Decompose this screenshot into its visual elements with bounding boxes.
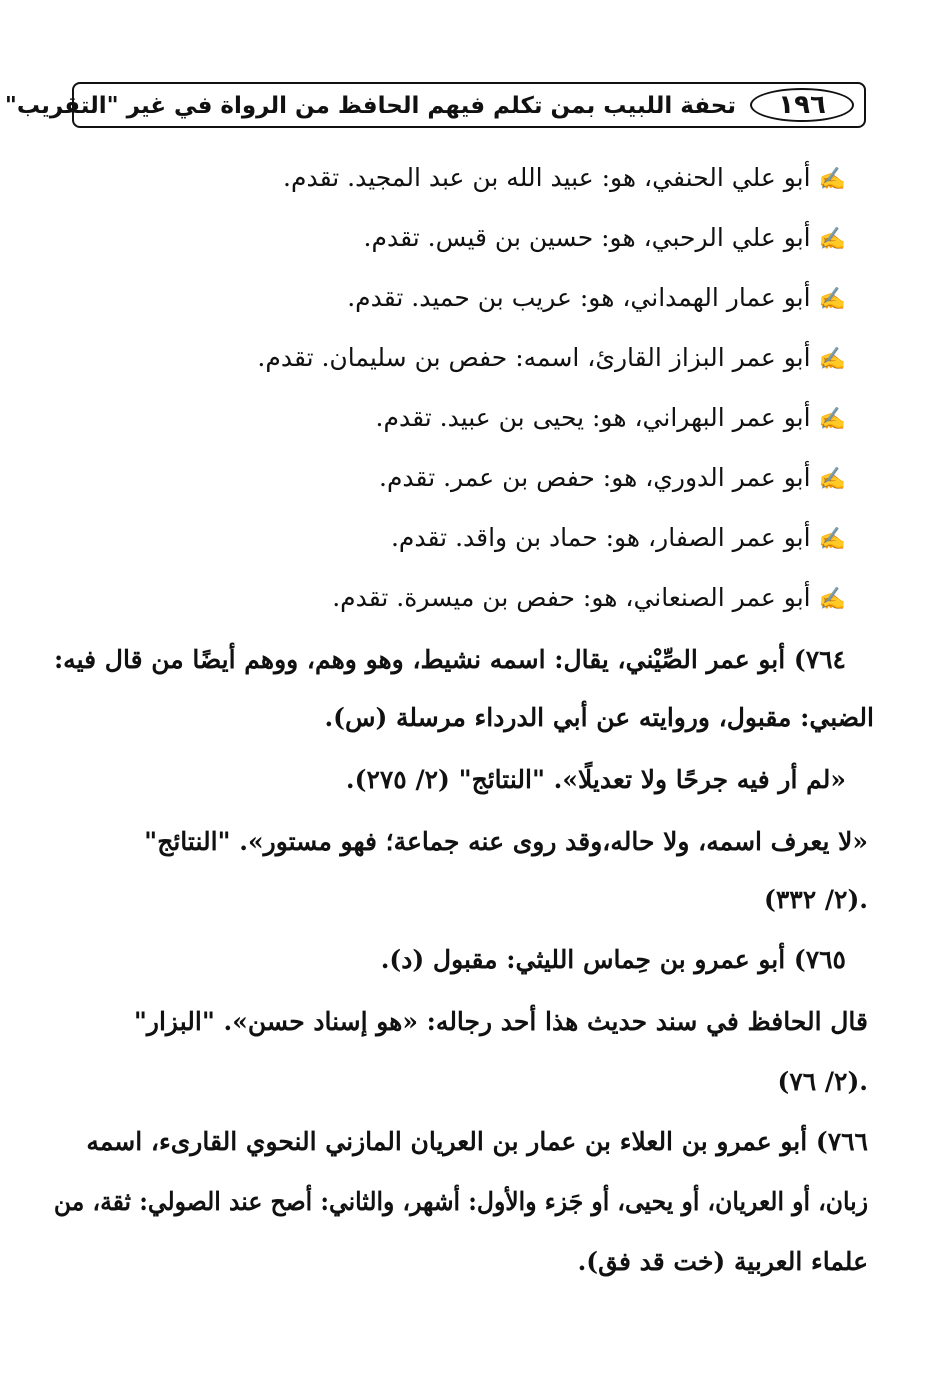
entry-line: ✍أبو عمر الصنعاني، هو: حفص بن ميسرة. تقدم.	[332, 578, 846, 620]
quote-line: «لم أر فيه جرحًا ولا تعديلًا». "النتائج" (٢/ ٢٧٥).	[345, 765, 846, 794]
quote-line: «لا يعرف اسمه، ولا حاله،وقد روى عنه جماعة؛ فهو مستور». "النتائج"	[144, 827, 868, 856]
header-title: تحفة اللبيب بمن تكلم فيهم الحافظ من الرواة في غير "التقريب"	[4, 93, 736, 119]
pen-icon: ✍	[818, 467, 846, 492]
pen-icon: ✍	[818, 287, 846, 312]
pen-icon: ✍	[818, 527, 846, 552]
entry-line: ✍أبو علي الرحبي، هو: حسين بن قيس. تقدم.	[364, 218, 846, 260]
entry-line: ✍أبو عمار الهمداني، هو: عريب بن حميد. تقدم.	[347, 278, 846, 320]
citation-line: (٢/ ٣٣٢).	[764, 885, 868, 914]
entry-line: ✍أبو عمر البزاز القارئ، اسمه: حفص بن سليمان. تقدم.	[257, 338, 846, 380]
page-number: ١٩٦	[750, 88, 854, 122]
entry-line: ✍أبو علي الحنفي، هو: عبيد الله بن عبد المجيد. تقدم.	[283, 158, 846, 200]
entry-766-line2: زبان، أو العريان، أو يحيى، أو جَزء والأول: أشهر، والثاني: أصح عند الصولي: ثقة، من	[53, 1187, 868, 1216]
pen-icon: ✍	[818, 167, 846, 192]
entry-764-line2: الضبي: مقبول، وروايته عن أبي الدرداء مرسلة (س).	[324, 703, 874, 732]
pen-icon: ✍	[818, 227, 846, 252]
entry-766-line3: علماء العربية (خت قد فق).	[577, 1247, 868, 1276]
entry-line: ✍أبو عمر الصفار، هو: حماد بن واقد. تقدم.	[391, 518, 846, 560]
entry-line: ✍أبو عمر البهراني، هو: يحيى بن عبيد. تقدم.	[376, 398, 846, 440]
entry-765-line: ٧٦٥) أبو عمرو بن حِماس الليثي: مقبول (د).	[380, 945, 846, 974]
quote-line: قال الحافظ في سند حديث هذا أحد رجاله: «هو إسناد حسن». "البزار"	[133, 1007, 868, 1036]
entry-766-line1: ٧٦٦) أبو عمرو بن العلاء بن عمار بن العريان المازني النحوي القارىء، اسمه	[86, 1127, 868, 1156]
pen-icon: ✍	[818, 407, 846, 432]
entry-line: ✍أبو عمر الدوري، هو: حفص بن عمر. تقدم.	[379, 458, 846, 500]
pen-icon: ✍	[818, 347, 846, 372]
page-header	[4, 82, 866, 128]
pen-icon: ✍	[818, 587, 846, 612]
entry-764-line1: ٧٦٤) أبو عمر الصِّيْني، يقال: اسمه نشيط، وهو وهم، ووهم أيضًا من قال فيه:	[53, 645, 846, 674]
citation-line: (٢/ ٧٦).	[777, 1067, 868, 1096]
